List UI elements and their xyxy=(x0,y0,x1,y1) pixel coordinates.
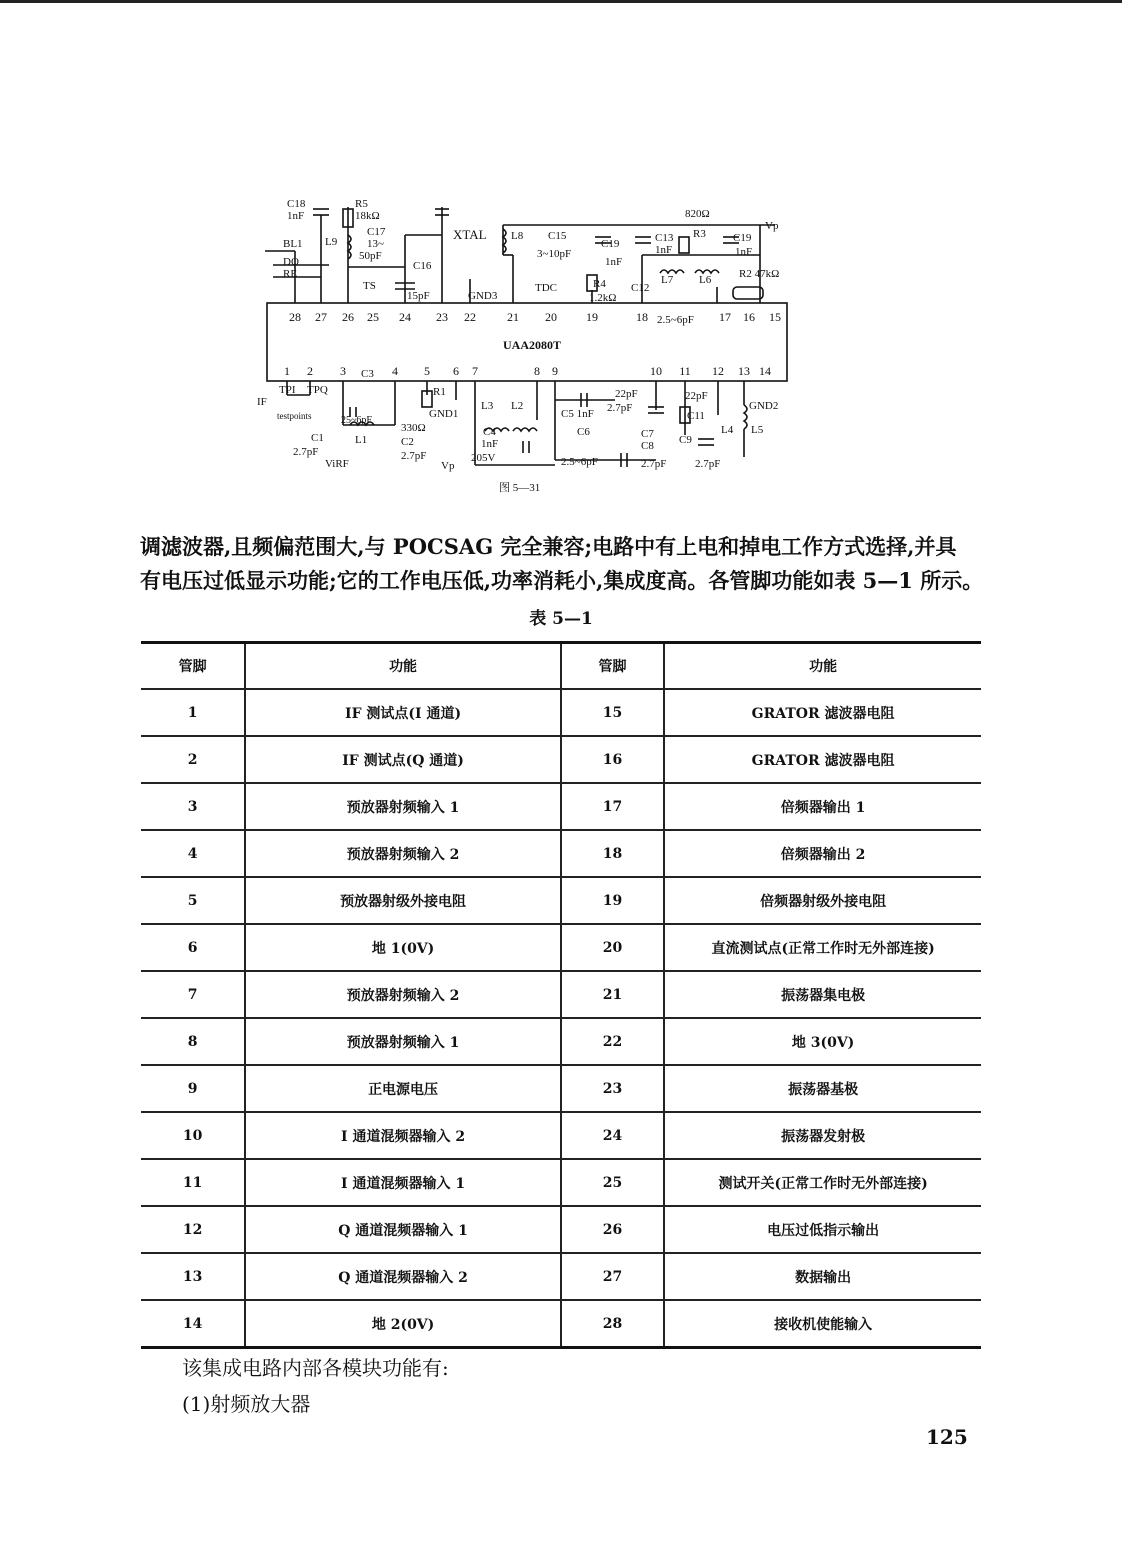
table-row xyxy=(141,1112,981,1159)
pin-b-cell: 28 xyxy=(561,1300,664,1348)
function-a-cell: 地 2(0V) xyxy=(245,1300,561,1348)
table-row xyxy=(141,1253,981,1300)
function-a-cell: I 通道混频器输入 1 xyxy=(245,1159,561,1206)
table-row xyxy=(141,1065,981,1112)
label-c3: C3 xyxy=(361,368,374,380)
label-tpq: TPQ xyxy=(307,384,328,396)
pin-number-14: 14 xyxy=(759,364,771,378)
function-a-cell: Q 通道混频器输入 2 xyxy=(245,1253,561,1300)
label-r3-val: 820Ω xyxy=(685,208,710,220)
label-c4: C4 xyxy=(483,426,496,438)
label-c12-val: 2.5~6pF xyxy=(657,314,694,326)
pin-number-3: 3 xyxy=(340,364,346,378)
table-row xyxy=(141,1018,981,1065)
label-c17-val: 13~ xyxy=(367,238,384,250)
pin-number-20: 20 xyxy=(545,310,557,324)
label-c19b: C19 xyxy=(733,232,752,244)
label-c8-val: 2.7pF xyxy=(641,458,667,470)
label-r4: R4 xyxy=(593,278,606,290)
label-c16: C16 xyxy=(413,260,432,272)
pin-b-cell: 21 xyxy=(561,971,664,1018)
pin-number-26: 26 xyxy=(342,310,354,324)
pin-b-cell: 24 xyxy=(561,1112,664,1159)
pin-number-6: 6 xyxy=(453,364,459,378)
label-c2-val: 2.7pF xyxy=(401,450,427,462)
body-line-1: 调滤波器,且频偏范围大,与 POCSAG 完全兼容;电路中有上电和掉电工作方式选择,并具 xyxy=(140,534,957,559)
pin-a-cell: 7 xyxy=(141,971,245,1018)
label-l4: L4 xyxy=(721,424,734,436)
pin-b-cell: 26 xyxy=(561,1206,664,1253)
label-l3: L3 xyxy=(481,400,494,412)
label-l2: L2 xyxy=(511,400,524,412)
function-b-cell: GRATOR 滤波器电阻 xyxy=(664,736,981,783)
pin-b-cell: 27 xyxy=(561,1253,664,1300)
pin-a-cell: 1 xyxy=(141,689,245,736)
label-r4-val: 1.2kΩ xyxy=(589,292,617,304)
label-vp205: Vp xyxy=(441,460,455,472)
label-c1-val: 2.7pF xyxy=(293,446,319,458)
pin-b-cell: 15 xyxy=(561,689,664,736)
function-a-cell: I 通道混频器输入 2 xyxy=(245,1112,561,1159)
body-line-2: 有电压过低显示功能;它的工作电压低,功率消耗小,集成度高。各管脚功能如表 5—1 所示。 xyxy=(140,568,984,593)
label-l5: L5 xyxy=(751,424,764,436)
table-caption: 表 5—1 xyxy=(529,609,593,629)
label-c4-val: 1nF xyxy=(481,438,499,450)
pin-b-cell: 19 xyxy=(561,877,664,924)
module-intro-line: 该集成电路内部各模块功能有: xyxy=(182,1356,449,1380)
label-c7-val-top: 22pF xyxy=(615,388,638,400)
function-a-cell: 预放器射频输入 1 xyxy=(245,1018,561,1065)
pin-number-27: 27 xyxy=(315,310,327,324)
label-c19a: C19 xyxy=(601,238,620,250)
table-row xyxy=(141,924,981,971)
function-a-cell: IF 测试点(Q 通道) xyxy=(245,736,561,783)
pin-function-table xyxy=(141,641,981,1349)
label-ts: TS xyxy=(363,280,376,292)
pin-a-cell: 8 xyxy=(141,1018,245,1065)
pin-number-15: 15 xyxy=(769,310,781,324)
pin-a-cell: 3 xyxy=(141,783,245,830)
pin-number-13: 13 xyxy=(738,364,750,378)
pin-number-28: 28 xyxy=(289,310,301,324)
function-a-cell: 预放器射级外接电阻 xyxy=(245,877,561,924)
label-c7: C7 xyxy=(641,428,654,440)
label-gnd2: GND2 xyxy=(749,400,779,412)
pin-b-cell: 17 xyxy=(561,783,664,830)
header-function-a: 功能 xyxy=(245,643,561,690)
label-c19b-val: 1nF xyxy=(735,246,753,258)
label-c13: C13 xyxy=(655,232,674,244)
function-b-cell: GRATOR 滤波器电阻 xyxy=(664,689,981,736)
function-a-cell: Q 通道混频器输入 1 xyxy=(245,1206,561,1253)
top-edge-rule xyxy=(0,0,1122,3)
pin-b-cell: 16 xyxy=(561,736,664,783)
label-c16-val: 15pF xyxy=(407,290,430,302)
pin-b-cell: 23 xyxy=(561,1065,664,1112)
pin-number-23: 23 xyxy=(436,310,448,324)
pin-number-2: 2 xyxy=(307,364,313,378)
label-c11: C11 xyxy=(687,410,705,422)
pin-number-12: 12 xyxy=(712,364,724,378)
pin-b-cell: 22 xyxy=(561,1018,664,1065)
label-c9-val: 2.7pF xyxy=(695,458,721,470)
label-r3: R3 xyxy=(693,228,706,240)
label-c17: C17 xyxy=(367,226,386,238)
function-b-cell: 振荡器集电极 xyxy=(664,971,981,1018)
function-a-cell: 正电源电压 xyxy=(245,1065,561,1112)
pin-number-11: 11 xyxy=(679,364,691,378)
function-b-cell: 电压过低指示输出 xyxy=(664,1206,981,1253)
function-a-cell: 地 1(0V) xyxy=(245,924,561,971)
label-l7: L7 xyxy=(661,274,674,286)
table-row xyxy=(141,1206,981,1253)
label-r1-val: 330Ω xyxy=(401,422,426,434)
label-c8: C8 xyxy=(641,440,654,452)
pin-a-cell: 4 xyxy=(141,830,245,877)
pin-number-17: 17 xyxy=(719,310,731,324)
label-c18: C18 xyxy=(287,198,306,210)
pin-number-9: 9 xyxy=(552,364,558,378)
label-c2: C2 xyxy=(401,436,414,448)
function-a-cell: IF 测试点(I 通道) xyxy=(245,689,561,736)
label-c1: C1 xyxy=(311,432,324,444)
pin-a-cell: 10 xyxy=(141,1112,245,1159)
pin-number-4: 4 xyxy=(392,364,398,378)
table-row xyxy=(141,830,981,877)
label-vp: Vp xyxy=(765,220,779,232)
header-pin-b: 管脚 xyxy=(561,643,664,690)
label-testpoints: testpoints xyxy=(277,411,312,421)
pin-number-25: 25 xyxy=(367,310,379,324)
label-c7-val2: 2.7pF xyxy=(607,402,633,414)
label-c18-val: 1nF xyxy=(287,210,305,222)
label-c6-val: 2.5~6pF xyxy=(561,456,598,468)
pin-number-19: 19 xyxy=(586,310,598,324)
label-gnd3: GND3 xyxy=(468,290,498,302)
pin-a-cell: 13 xyxy=(141,1253,245,1300)
function-a-cell: 预放器射频输入 1 xyxy=(245,783,561,830)
section-heading-rf-amplifier: (1)射频放大器 xyxy=(182,1392,311,1416)
table-row xyxy=(141,971,981,1018)
pin-number-1: 1 xyxy=(284,364,290,378)
body-paragraph xyxy=(140,530,985,598)
label-r1: R1 xyxy=(433,386,446,398)
figure-caption: 图 5—31 xyxy=(499,482,541,494)
label-gnd1: GND1 xyxy=(429,408,459,420)
label-c9: C9 xyxy=(679,434,692,446)
label-c6: C6 xyxy=(577,426,590,438)
label-xtal: XTAL xyxy=(453,227,487,242)
function-b-cell: 地 3(0V) xyxy=(664,1018,981,1065)
function-b-cell: 倍频器输出 1 xyxy=(664,783,981,830)
circuit-diagram xyxy=(255,195,815,495)
label-c12: C12 xyxy=(631,282,650,294)
pin-a-cell: 2 xyxy=(141,736,245,783)
label-c3-val: 25~6pF xyxy=(341,415,372,426)
pin-number-18: 18 xyxy=(636,310,648,324)
pin-number-24: 24 xyxy=(399,310,411,324)
table-row xyxy=(141,877,981,924)
table-row xyxy=(141,736,981,783)
label-c19a-val: 1nF xyxy=(605,256,623,268)
label-re: RE xyxy=(283,268,298,280)
label-c15: C15 xyxy=(548,230,567,242)
label-c5: C5 1nF xyxy=(561,408,594,420)
label-r5-val: 18kΩ xyxy=(355,210,380,222)
circuit-figure xyxy=(255,195,815,495)
label-205v: 205V xyxy=(471,452,496,464)
label-bl1: BL1 xyxy=(283,238,303,250)
label-c17-val2: 50pF xyxy=(359,250,382,262)
pin-number-21: 21 xyxy=(507,310,519,324)
table-row xyxy=(141,1159,981,1206)
pin-a-cell: 12 xyxy=(141,1206,245,1253)
function-b-cell: 测试开关(正常工作时无外部连接) xyxy=(664,1159,981,1206)
table-row xyxy=(141,689,981,736)
label-l9: L9 xyxy=(325,236,338,248)
function-b-cell: 倍频器射级外接电阻 xyxy=(664,877,981,924)
pin-number-10: 10 xyxy=(650,364,662,378)
pin-number-8: 8 xyxy=(534,364,540,378)
table-header-row xyxy=(141,643,981,690)
pin-b-cell: 25 xyxy=(561,1159,664,1206)
pin-number-7: 7 xyxy=(472,364,478,378)
function-b-cell: 接收机使能输入 xyxy=(664,1300,981,1348)
function-b-cell: 直流测试点(正常工作时无外部连接) xyxy=(664,924,981,971)
label-l8: L8 xyxy=(511,230,524,242)
function-b-cell: 振荡器发射极 xyxy=(664,1112,981,1159)
table-row xyxy=(141,1300,981,1348)
function-a-cell: 预放器射频输入 2 xyxy=(245,830,561,877)
pin-number-22: 22 xyxy=(464,310,476,324)
label-l1: L1 xyxy=(355,434,368,446)
pin-b-cell: 20 xyxy=(561,924,664,971)
label-r2: R2 47kΩ xyxy=(739,268,780,280)
pin-a-cell: 5 xyxy=(141,877,245,924)
label-virf: ViRF xyxy=(325,458,349,470)
pin-a-cell: 6 xyxy=(141,924,245,971)
label-tpi: TPI xyxy=(279,384,296,396)
label-c15-val: 3~10pF xyxy=(537,248,572,260)
label-do: DO xyxy=(283,256,299,268)
pin-number-5: 5 xyxy=(424,364,430,378)
pin-b-cell: 18 xyxy=(561,830,664,877)
label-l6: L6 xyxy=(699,274,712,286)
label-r5: R5 xyxy=(355,198,368,210)
label-if: IF xyxy=(257,396,267,408)
label-c13-val: 1nF xyxy=(655,244,673,256)
table-row xyxy=(141,783,981,830)
function-b-cell: 数据输出 xyxy=(664,1253,981,1300)
function-b-cell: 振荡器基极 xyxy=(664,1065,981,1112)
after-table-text xyxy=(182,1350,449,1422)
chip-name: UAA2080T xyxy=(503,338,562,352)
pin-a-cell: 9 xyxy=(141,1065,245,1112)
header-function-b: 功能 xyxy=(664,643,981,690)
pin-a-cell: 11 xyxy=(141,1159,245,1206)
label-tdc: TDC xyxy=(535,282,557,294)
header-pin-a: 管脚 xyxy=(141,643,245,690)
label-c11-val: 22pF xyxy=(685,390,708,402)
pin-number-16: 16 xyxy=(743,310,755,324)
page-number: 125 xyxy=(926,1425,968,1449)
function-b-cell: 倍频器输出 2 xyxy=(664,830,981,877)
function-a-cell: 预放器射频输入 2 xyxy=(245,971,561,1018)
pin-a-cell: 14 xyxy=(141,1300,245,1348)
